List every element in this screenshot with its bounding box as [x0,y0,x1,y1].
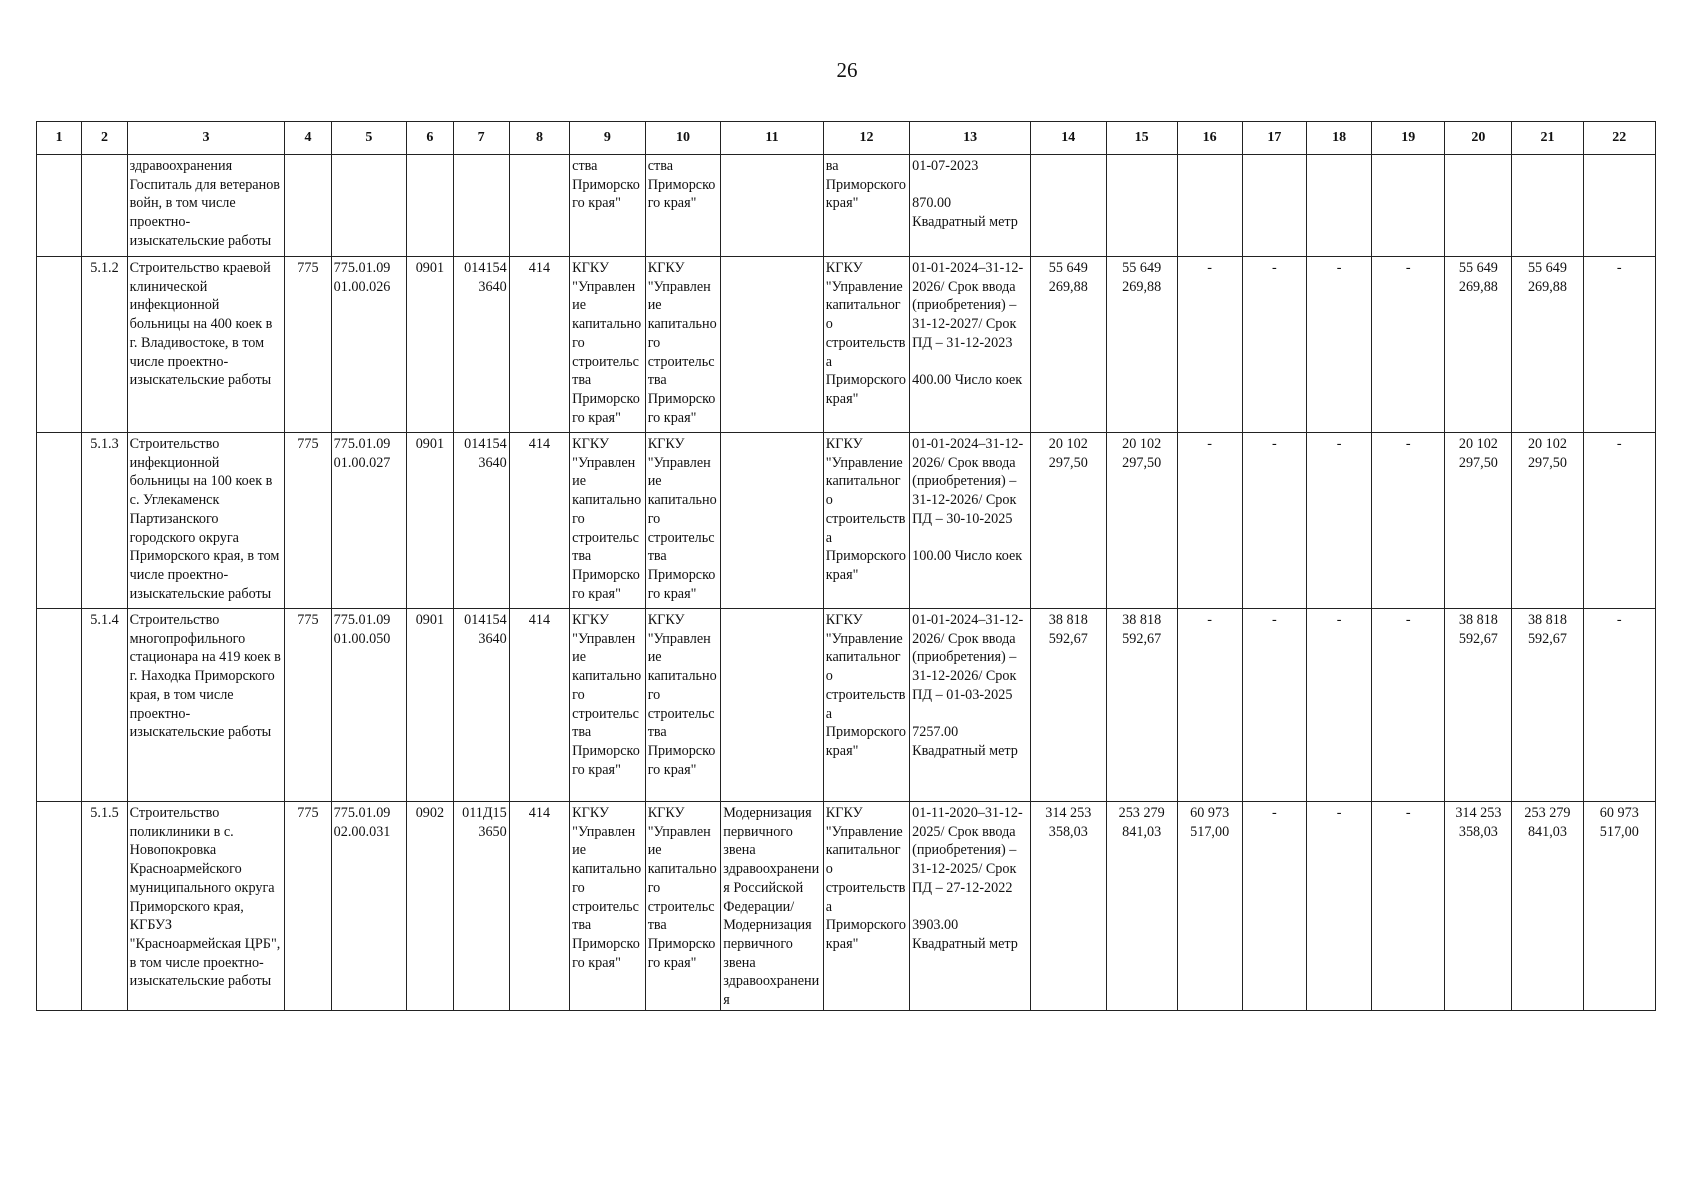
cell-col-19 [1372,155,1445,257]
cell-col-9: КГКУ "Управление капитального строительства Приморского края" [570,257,646,433]
cell-col-7 [453,155,509,257]
cell-col-8 [509,155,569,257]
cell-col-10: ства Приморского края" [645,155,721,257]
cell-col-3: Строительство краевой клинической инфекционной больницы на 400 коек в г. Владивостоке, в том числе проектно-изыскательские работы [127,257,285,433]
cell-col-17: - [1242,802,1307,1011]
table-row [37,802,1656,1011]
cell-col-7: 014154 3640 [453,609,509,802]
cell-col-14: 55 649 269,88 [1031,257,1107,433]
col-header: 12 [823,122,909,155]
cell-col-10: КГКУ "Управление капитального строительства Приморского края" [645,609,721,802]
cell-col-10: КГКУ "Управление капитального строительства Приморского края" [645,257,721,433]
col-header: 13 [910,122,1031,155]
table-row [37,257,1656,433]
col-header: 14 [1031,122,1107,155]
cell-col-11 [721,433,824,609]
table-row [37,155,1656,257]
col-header: 3 [127,122,285,155]
col-header: 11 [721,122,824,155]
cell-col-12: КГКУ "Управление капитального строительства Приморского края" [823,433,909,609]
cell-col-13: 01-01-2024–31-12-2026/ Срок ввода (приобретения) – 31-12-2027/ Срок ПД – 31-12-2023 400.00 Число коек [910,257,1031,433]
cell-col-18: - [1307,433,1372,609]
table-row [37,609,1656,802]
col-header: 18 [1307,122,1372,155]
cell-col-5: 775.01.09 01.00.050 [331,609,407,802]
cell-col-10: КГКУ "Управление капитального строительства Приморского края" [645,802,721,1011]
cell-col-16: 60 973 517,00 [1177,802,1242,1011]
cell-col-22 [1583,155,1655,257]
cell-col-6: 0901 [407,433,453,609]
col-header: 6 [407,122,453,155]
cell-col-21: 253 279 841,03 [1512,802,1583,1011]
budget-table [36,121,1656,1011]
cell-col-4 [285,155,331,257]
cell-col-21 [1512,155,1583,257]
col-header: 22 [1583,122,1655,155]
cell-col-3: здравоохранения Госпиталь для ветеранов войн, в том числе проектно-изыскательские работы [127,155,285,257]
cell-col-15: 20 102 297,50 [1106,433,1177,609]
cell-col-22: - [1583,609,1655,802]
cell-col-5: 775.01.09 01.00.026 [331,257,407,433]
cell-col-14: 314 253 358,03 [1031,802,1107,1011]
cell-col-2: 5.1.3 [82,433,127,609]
cell-col-21: 55 649 269,88 [1512,257,1583,433]
cell-col-15: 55 649 269,88 [1106,257,1177,433]
col-header: 7 [453,122,509,155]
cell-col-6: 0901 [407,609,453,802]
cell-col-11 [721,257,824,433]
cell-col-7: 014154 3640 [453,257,509,433]
cell-col-4: 775 [285,433,331,609]
table-body [37,155,1656,1011]
col-header: 1 [37,122,82,155]
cell-col-8: 414 [509,609,569,802]
col-header: 19 [1372,122,1445,155]
cell-col-1 [37,609,82,802]
cell-col-19: - [1372,433,1445,609]
cell-col-11: Модернизация первичного звена здравоохранения Российской Федерации/Модернизация первичного звена здравоохранения [721,802,824,1011]
cell-col-6: 0901 [407,257,453,433]
cell-col-12: ва Приморского края" [823,155,909,257]
cell-col-8: 414 [509,802,569,1011]
cell-col-4: 775 [285,257,331,433]
col-header: 15 [1106,122,1177,155]
cell-col-6: 0902 [407,802,453,1011]
cell-col-13: 01-01-2024–31-12-2026/ Срок ввода (приобретения) – 31-12-2026/ Срок ПД – 30-10-2025 100.00 Число коек [910,433,1031,609]
cell-col-4: 775 [285,609,331,802]
header-row [37,122,1656,155]
cell-col-5 [331,155,407,257]
cell-col-15: 38 818 592,67 [1106,609,1177,802]
cell-col-17: - [1242,433,1307,609]
cell-col-13: 01-07-2023 870.00 Квадратный метр [910,155,1031,257]
cell-col-4: 775 [285,802,331,1011]
table-row [37,433,1656,609]
col-header: 20 [1445,122,1512,155]
cell-col-19: - [1372,802,1445,1011]
cell-col-5: 775.01.09 02.00.031 [331,802,407,1011]
cell-col-20: 314 253 358,03 [1445,802,1512,1011]
cell-col-3: Строительство многопрофильного стационара на 419 коек в г. Находка Приморского края, в том числе проектно-изыскательские работы [127,609,285,802]
cell-col-9: КГКУ "Управление капитального строительства Приморского края" [570,609,646,802]
cell-col-22: 60 973 517,00 [1583,802,1655,1011]
cell-col-17: - [1242,257,1307,433]
cell-col-12: КГКУ "Управление капитального строительства Приморского края" [823,257,909,433]
col-header: 10 [645,122,721,155]
cell-col-19: - [1372,609,1445,802]
cell-col-22: - [1583,257,1655,433]
cell-col-14: 20 102 297,50 [1031,433,1107,609]
cell-col-16 [1177,155,1242,257]
cell-col-12: КГКУ "Управление капитального строительства Приморского края" [823,802,909,1011]
page-number: 26 [836,58,858,82]
cell-col-13: 01-11-2020–31-12-2025/ Срок ввода (приобретения) – 31-12-2025/ Срок ПД – 27-12-2022 3903.00 Квадратный метр [910,802,1031,1011]
col-header: 16 [1177,122,1242,155]
col-header: 21 [1512,122,1583,155]
col-header: 17 [1242,122,1307,155]
cell-col-20: 38 818 592,67 [1445,609,1512,802]
cell-col-17: - [1242,609,1307,802]
cell-col-21: 20 102 297,50 [1512,433,1583,609]
col-header: 9 [570,122,646,155]
cell-col-16: - [1177,609,1242,802]
cell-col-8: 414 [509,433,569,609]
cell-col-8: 414 [509,257,569,433]
cell-col-6 [407,155,453,257]
col-header: 5 [331,122,407,155]
cell-col-3: Строительство инфекционной больницы на 100 коек в с. Углекаменск Партизанского городского округа Приморского края, в том числе проектно-изыскательские работы [127,433,285,609]
col-header: 2 [82,122,127,155]
col-header: 8 [509,122,569,155]
cell-col-18: - [1307,257,1372,433]
cell-col-15: 253 279 841,03 [1106,802,1177,1011]
cell-col-21: 38 818 592,67 [1512,609,1583,802]
cell-col-10: КГКУ "Управление капитального строительства Приморского края" [645,433,721,609]
cell-col-7: 014154 3640 [453,433,509,609]
cell-col-9: ства Приморского края" [570,155,646,257]
cell-col-18: - [1307,609,1372,802]
cell-col-15 [1106,155,1177,257]
cell-col-14 [1031,155,1107,257]
cell-col-18: - [1307,802,1372,1011]
cell-col-2: 5.1.5 [82,802,127,1011]
cell-col-1 [37,257,82,433]
cell-col-14: 38 818 592,67 [1031,609,1107,802]
col-header: 4 [285,122,331,155]
cell-col-22: - [1583,433,1655,609]
cell-col-9: КГКУ "Управление капитального строительства Приморского края" [570,433,646,609]
cell-col-2: 5.1.4 [82,609,127,802]
cell-col-13: 01-01-2024–31-12-2026/ Срок ввода (приобретения) – 31-12-2026/ Срок ПД – 01-03-2025 7257.00 Квадратный метр [910,609,1031,802]
cell-col-3: Строительство поликлиники в с. Новопокровка Красноармейского муниципального округа Приморского края, КГБУЗ "Красноармейская ЦРБ", в том числе проектно-изыскательские работы [127,802,285,1011]
cell-col-11 [721,609,824,802]
cell-col-19: - [1372,257,1445,433]
cell-col-2 [82,155,127,257]
cell-col-7: 011Д15 3650 [453,802,509,1011]
cell-col-17 [1242,155,1307,257]
cell-col-20: 20 102 297,50 [1445,433,1512,609]
cell-col-16: - [1177,257,1242,433]
cell-col-9: КГКУ "Управление капитального строительства Приморского края" [570,802,646,1011]
cell-col-20 [1445,155,1512,257]
cell-col-20: 55 649 269,88 [1445,257,1512,433]
cell-col-2: 5.1.2 [82,257,127,433]
cell-col-1 [37,155,82,257]
cell-col-1 [37,802,82,1011]
cell-col-5: 775.01.09 01.00.027 [331,433,407,609]
cell-col-18 [1307,155,1372,257]
cell-col-11 [721,155,824,257]
cell-col-16: - [1177,433,1242,609]
cell-col-1 [37,433,82,609]
cell-col-12: КГКУ "Управление капитального строительства Приморского края" [823,609,909,802]
